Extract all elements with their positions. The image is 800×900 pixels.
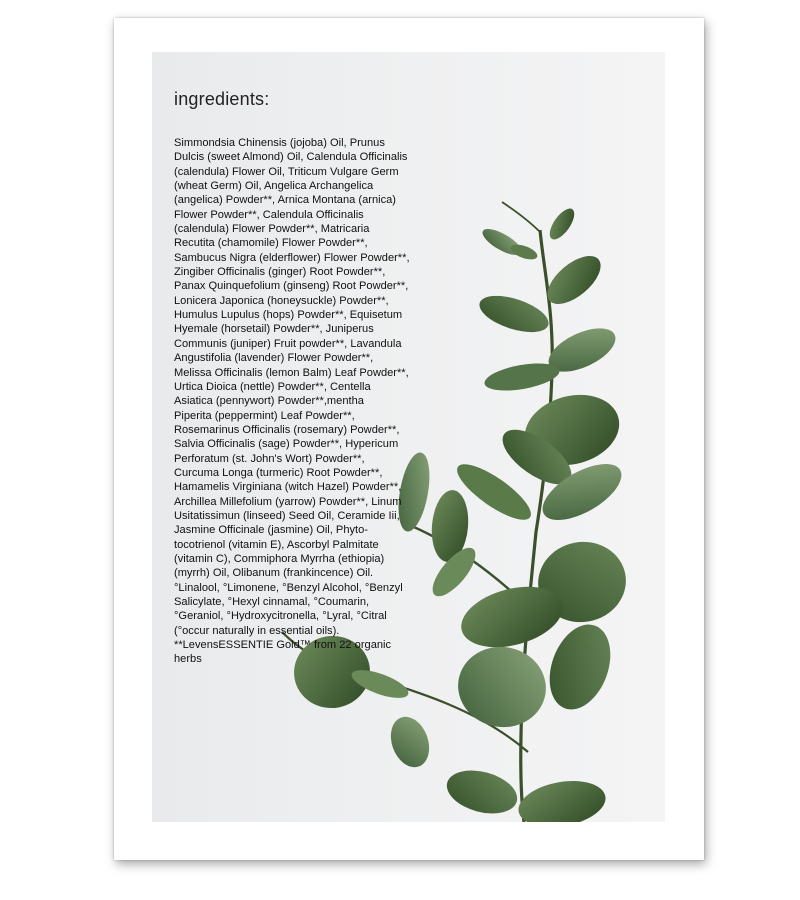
ingredient-line: (calendula) Flower Oil, Triticum Vulgare Germ <box>174 165 399 178</box>
ingredient-line: (wheat Germ) Oil, Angelica Archangelica <box>174 180 374 193</box>
ingredient-line: Piperita (peppermint) Leaf Powder**, <box>174 409 355 422</box>
ingredient-line: Salvia Officinalis (sage) Powder**, Hypericum <box>174 438 399 451</box>
ingredient-line: Hyemale (horsetail) Powder**, Juniperus <box>174 323 374 336</box>
ingredient-line: Lonicera Japonica (honeysuckle) Powder**, <box>174 294 389 307</box>
ingredient-line: Humulus Lupulus (hops) Powder**, Equisetum <box>174 309 403 322</box>
ingredient-line: °Linalool, °Limonene, °Benzyl Alcohol, °Benzyl <box>174 581 403 594</box>
ingredient-line: Jasmine Officinale (jasmine) Oil, Phyto- <box>174 524 368 537</box>
ingredient-line: Angustifolia (lavender) Flower Powder**, <box>174 352 374 365</box>
ingredients-list <box>174 136 474 667</box>
ingredient-line: Curcuma Longa (turmeric) Root Powder**, <box>174 466 383 479</box>
ingredient-line: herbs <box>174 653 202 666</box>
ingredient-line: (angelica) Powder**, Arnica Montana (arnica) <box>174 194 396 207</box>
ingredient-line: Salicylate, °Hexyl cinnamal, °Coumarin, <box>174 596 370 608</box>
ingredients-heading: ingredients: <box>174 89 270 109</box>
ingredient-line: Melissa Officinalis (lemon Balm) Leaf Powder**, <box>174 366 409 379</box>
ingredient-line: Usitatissimun (linseed) Seed Oil, Ceramide Iii, <box>174 509 400 522</box>
ingredient-line: Urtica Dioica (nettle) Powder**, Centella <box>174 380 371 393</box>
ingredient-line: tocotrienol (vitamin E), Ascorbyl Palmitate <box>174 538 379 551</box>
ingredient-line: **LevensESSENTIE Gold™ from 22 organic <box>174 639 392 652</box>
ingredient-line: (myrrh) Oil, Olibanum (frankincence) Oil. <box>174 567 374 580</box>
ingredient-line: Panax Quinquefolium (ginseng) Root Powder**, <box>174 280 409 293</box>
ingredient-line: Rosemarinus Officinalis (rosemary) Powder**, <box>174 423 400 436</box>
ingredient-line: °Geraniol, °Hydroxycitronella, °Lyral, °Citral <box>174 610 387 623</box>
ingredient-line: Simmondsia Chinensis (jojoba) Oil, Prunus <box>174 137 385 149</box>
ingredient-line: Communis (juniper) Fruit powder**, Lavandula <box>174 337 402 350</box>
ingredient-line: Zingiber Officinalis (ginger) Root Powder**, <box>174 266 386 279</box>
ingredient-line: Archillea Millefolium (yarrow) Powder**, Linum <box>174 495 402 508</box>
ingredient-line: Asiatica (pennywort) Powder**,mentha <box>174 395 364 408</box>
ingredient-line: Hamamelis Virginiana (witch Hazel) Powder**, <box>174 481 402 494</box>
ingredient-line: Sambucus Nigra (elderflower) Flower Powder**, <box>174 251 410 264</box>
ingredient-line: (vitamin C), Commiphora Myrrha (ethiopia) <box>174 552 385 565</box>
ingredient-line: Flower Powder**, Calendula Officinalis <box>174 208 364 221</box>
ingredient-line: (calendula) Flower Powder**, Matricaria <box>174 223 370 236</box>
ingredient-line: Perforatum (st. John's Wort) Powder**, <box>174 452 365 465</box>
ingredient-line: (°occur naturally in essential oils). <box>174 624 340 637</box>
ingredient-line: Recutita (chamomile) Flower Powder**, <box>174 237 368 250</box>
ingredient-line: Dulcis (sweet Almond) Oil, Calendula Officinalis <box>174 151 408 164</box>
